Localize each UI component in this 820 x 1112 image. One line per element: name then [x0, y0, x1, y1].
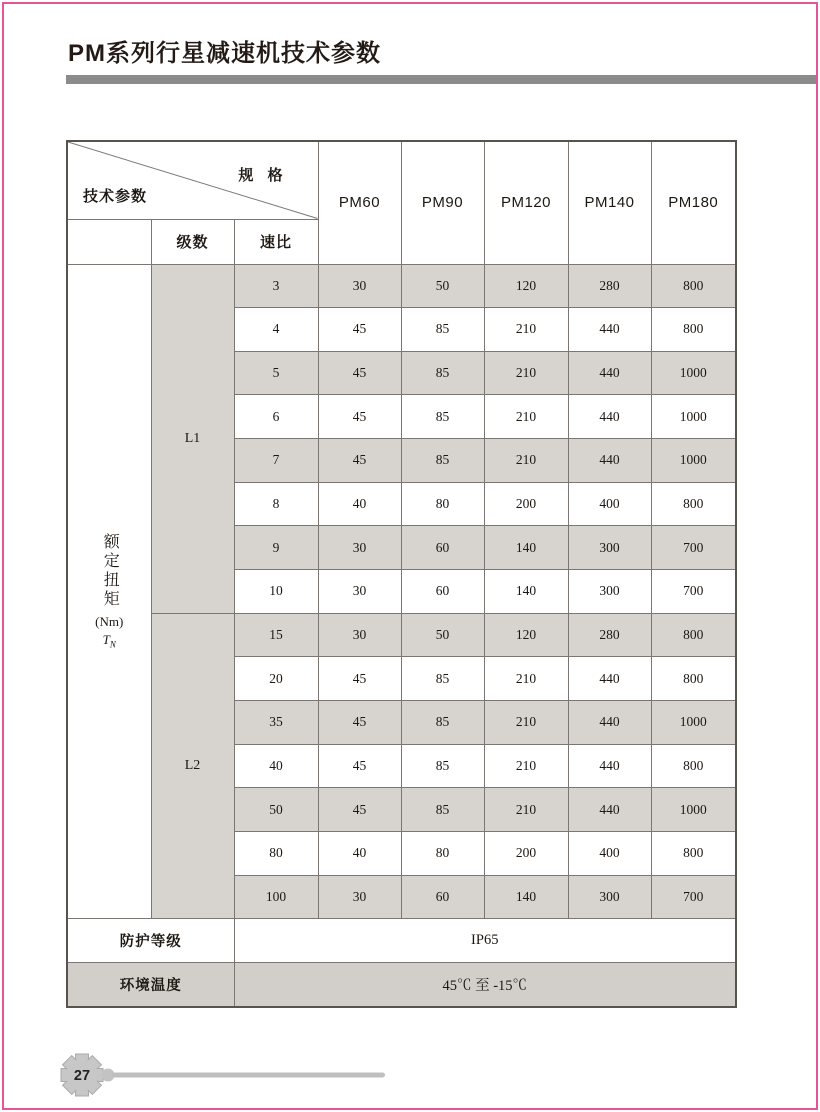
- value-cell-pm140: 400: [568, 832, 651, 876]
- value-cell-pm60: 30: [318, 264, 401, 308]
- value-cell-pm180: 700: [651, 875, 736, 919]
- value-cell-pm140: 300: [568, 570, 651, 614]
- torque-symbol: $T_N$: [102, 632, 116, 650]
- ratio-cell: 50: [234, 788, 318, 832]
- value-cell-pm140: 440: [568, 788, 651, 832]
- spec-table: [66, 140, 737, 1008]
- value-cell-pm90: 85: [401, 439, 484, 483]
- stage-cell: L2: [151, 613, 234, 919]
- footer-row: [67, 919, 736, 963]
- value-cell-pm60: 30: [318, 526, 401, 570]
- value-cell-pm90: 60: [401, 875, 484, 919]
- value-cell-pm60: 45: [318, 395, 401, 439]
- value-cell-pm60: 30: [318, 613, 401, 657]
- value-cell-pm60: 45: [318, 351, 401, 395]
- column-header-pm180: PM180: [651, 141, 736, 264]
- footer-label: 环境温度: [67, 963, 234, 1007]
- value-cell-pm90: 50: [401, 264, 484, 308]
- value-cell-pm140: 400: [568, 482, 651, 526]
- column-header-pm60: PM60: [318, 141, 401, 264]
- gear-icon: [61, 1054, 103, 1096]
- stage-cell: L1: [151, 264, 234, 613]
- value-cell-pm180: 1000: [651, 788, 736, 832]
- value-cell-pm140: 440: [568, 657, 651, 701]
- value-cell-pm60: 45: [318, 439, 401, 483]
- page-title: PM系列行星减速机技术参数: [68, 40, 381, 67]
- value-cell-pm140: 440: [568, 395, 651, 439]
- value-cell-pm140: 280: [568, 264, 651, 308]
- value-cell-pm120: 120: [484, 264, 568, 308]
- value-cell-pm180: 800: [651, 657, 736, 701]
- subheader-stage: 级数: [151, 219, 234, 264]
- value-cell-pm140: 300: [568, 526, 651, 570]
- value-cell-pm90: 85: [401, 351, 484, 395]
- value-cell-pm120: 210: [484, 439, 568, 483]
- value-cell-pm140: 440: [568, 351, 651, 395]
- value-cell-pm120: 120: [484, 613, 568, 657]
- value-cell-pm60: 40: [318, 482, 401, 526]
- ratio-cell: 8: [234, 482, 318, 526]
- footer-row: [67, 963, 736, 1007]
- column-header-pm90: PM90: [401, 141, 484, 264]
- table-row: [67, 264, 736, 308]
- value-cell-pm140: 440: [568, 744, 651, 788]
- value-cell-pm140: 440: [568, 701, 651, 745]
- table-row: [67, 613, 736, 657]
- ratio-cell: 4: [234, 308, 318, 352]
- column-header-pm140: PM140: [568, 141, 651, 264]
- diagonal-header-cell: [67, 141, 318, 219]
- value-cell-pm60: 45: [318, 308, 401, 352]
- value-cell-pm90: 85: [401, 788, 484, 832]
- value-cell-pm60: 40: [318, 832, 401, 876]
- ratio-cell: 5: [234, 351, 318, 395]
- ratio-cell: 80: [234, 832, 318, 876]
- subheader-ratio: 速比: [234, 219, 318, 264]
- footer-line: [112, 1073, 385, 1078]
- torque-label-vertical: 额定扭矩: [101, 533, 119, 610]
- value-cell-pm120: 210: [484, 744, 568, 788]
- value-cell-pm180: 700: [651, 526, 736, 570]
- ratio-cell: 40: [234, 744, 318, 788]
- value-cell-pm180: 800: [651, 264, 736, 308]
- page-number: 27: [73, 1068, 91, 1084]
- value-cell-pm120: 210: [484, 701, 568, 745]
- value-cell-pm90: 80: [401, 482, 484, 526]
- value-cell-pm120: 140: [484, 875, 568, 919]
- value-cell-pm60: 30: [318, 875, 401, 919]
- value-cell-pm120: 140: [484, 570, 568, 614]
- ratio-cell: 15: [234, 613, 318, 657]
- value-cell-pm60: 45: [318, 744, 401, 788]
- value-cell-pm120: 200: [484, 482, 568, 526]
- title-rule: [66, 75, 816, 84]
- corner-label-params: 技术参数: [83, 187, 148, 205]
- value-cell-pm90: 85: [401, 744, 484, 788]
- footer-label: 防护等级: [67, 919, 234, 963]
- value-cell-pm180: 1000: [651, 395, 736, 439]
- header-empty-cell: [67, 219, 151, 264]
- value-cell-pm90: 85: [401, 395, 484, 439]
- torque-unit: (Nm): [95, 614, 124, 630]
- ratio-cell: 9: [234, 526, 318, 570]
- value-cell-pm90: 80: [401, 832, 484, 876]
- value-cell-pm180: 800: [651, 482, 736, 526]
- footer-value: 45℃ 至 -15℃: [234, 963, 736, 1007]
- value-cell-pm120: 140: [484, 526, 568, 570]
- value-cell-pm120: 200: [484, 832, 568, 876]
- value-cell-pm90: 85: [401, 701, 484, 745]
- value-cell-pm180: 1000: [651, 701, 736, 745]
- value-cell-pm140: 440: [568, 308, 651, 352]
- ratio-cell: 20: [234, 657, 318, 701]
- value-cell-pm180: 700: [651, 570, 736, 614]
- header-row-1: [67, 141, 736, 219]
- ratio-cell: 10: [234, 570, 318, 614]
- value-cell-pm180: 800: [651, 744, 736, 788]
- ratio-cell: 35: [234, 701, 318, 745]
- ratio-cell: 100: [234, 875, 318, 919]
- value-cell-pm60: 30: [318, 570, 401, 614]
- value-cell-pm120: 210: [484, 351, 568, 395]
- value-cell-pm180: 1000: [651, 439, 736, 483]
- value-cell-pm90: 85: [401, 308, 484, 352]
- value-cell-pm90: 85: [401, 657, 484, 701]
- value-cell-pm180: 800: [651, 832, 736, 876]
- value-cell-pm90: 60: [401, 526, 484, 570]
- value-cell-pm90: 60: [401, 570, 484, 614]
- value-cell-pm180: 800: [651, 308, 736, 352]
- value-cell-pm180: 800: [651, 613, 736, 657]
- value-cell-pm140: 440: [568, 439, 651, 483]
- footer-value: IP65: [234, 919, 736, 963]
- page-footer-decor: [58, 1052, 390, 1098]
- value-cell-pm140: 280: [568, 613, 651, 657]
- value-cell-pm120: 210: [484, 395, 568, 439]
- torque-label-cell: [67, 264, 151, 919]
- value-cell-pm90: 50: [401, 613, 484, 657]
- value-cell-pm60: 45: [318, 788, 401, 832]
- value-cell-pm60: 45: [318, 657, 401, 701]
- value-cell-pm180: 1000: [651, 351, 736, 395]
- corner-label-spec: 规 格: [238, 167, 288, 184]
- value-cell-pm60: 45: [318, 701, 401, 745]
- ratio-cell: 6: [234, 395, 318, 439]
- value-cell-pm120: 210: [484, 657, 568, 701]
- value-cell-pm120: 210: [484, 788, 568, 832]
- value-cell-pm140: 300: [568, 875, 651, 919]
- ratio-cell: 7: [234, 439, 318, 483]
- value-cell-pm120: 210: [484, 308, 568, 352]
- ratio-cell: 3: [234, 264, 318, 308]
- column-header-pm120: PM120: [484, 141, 568, 264]
